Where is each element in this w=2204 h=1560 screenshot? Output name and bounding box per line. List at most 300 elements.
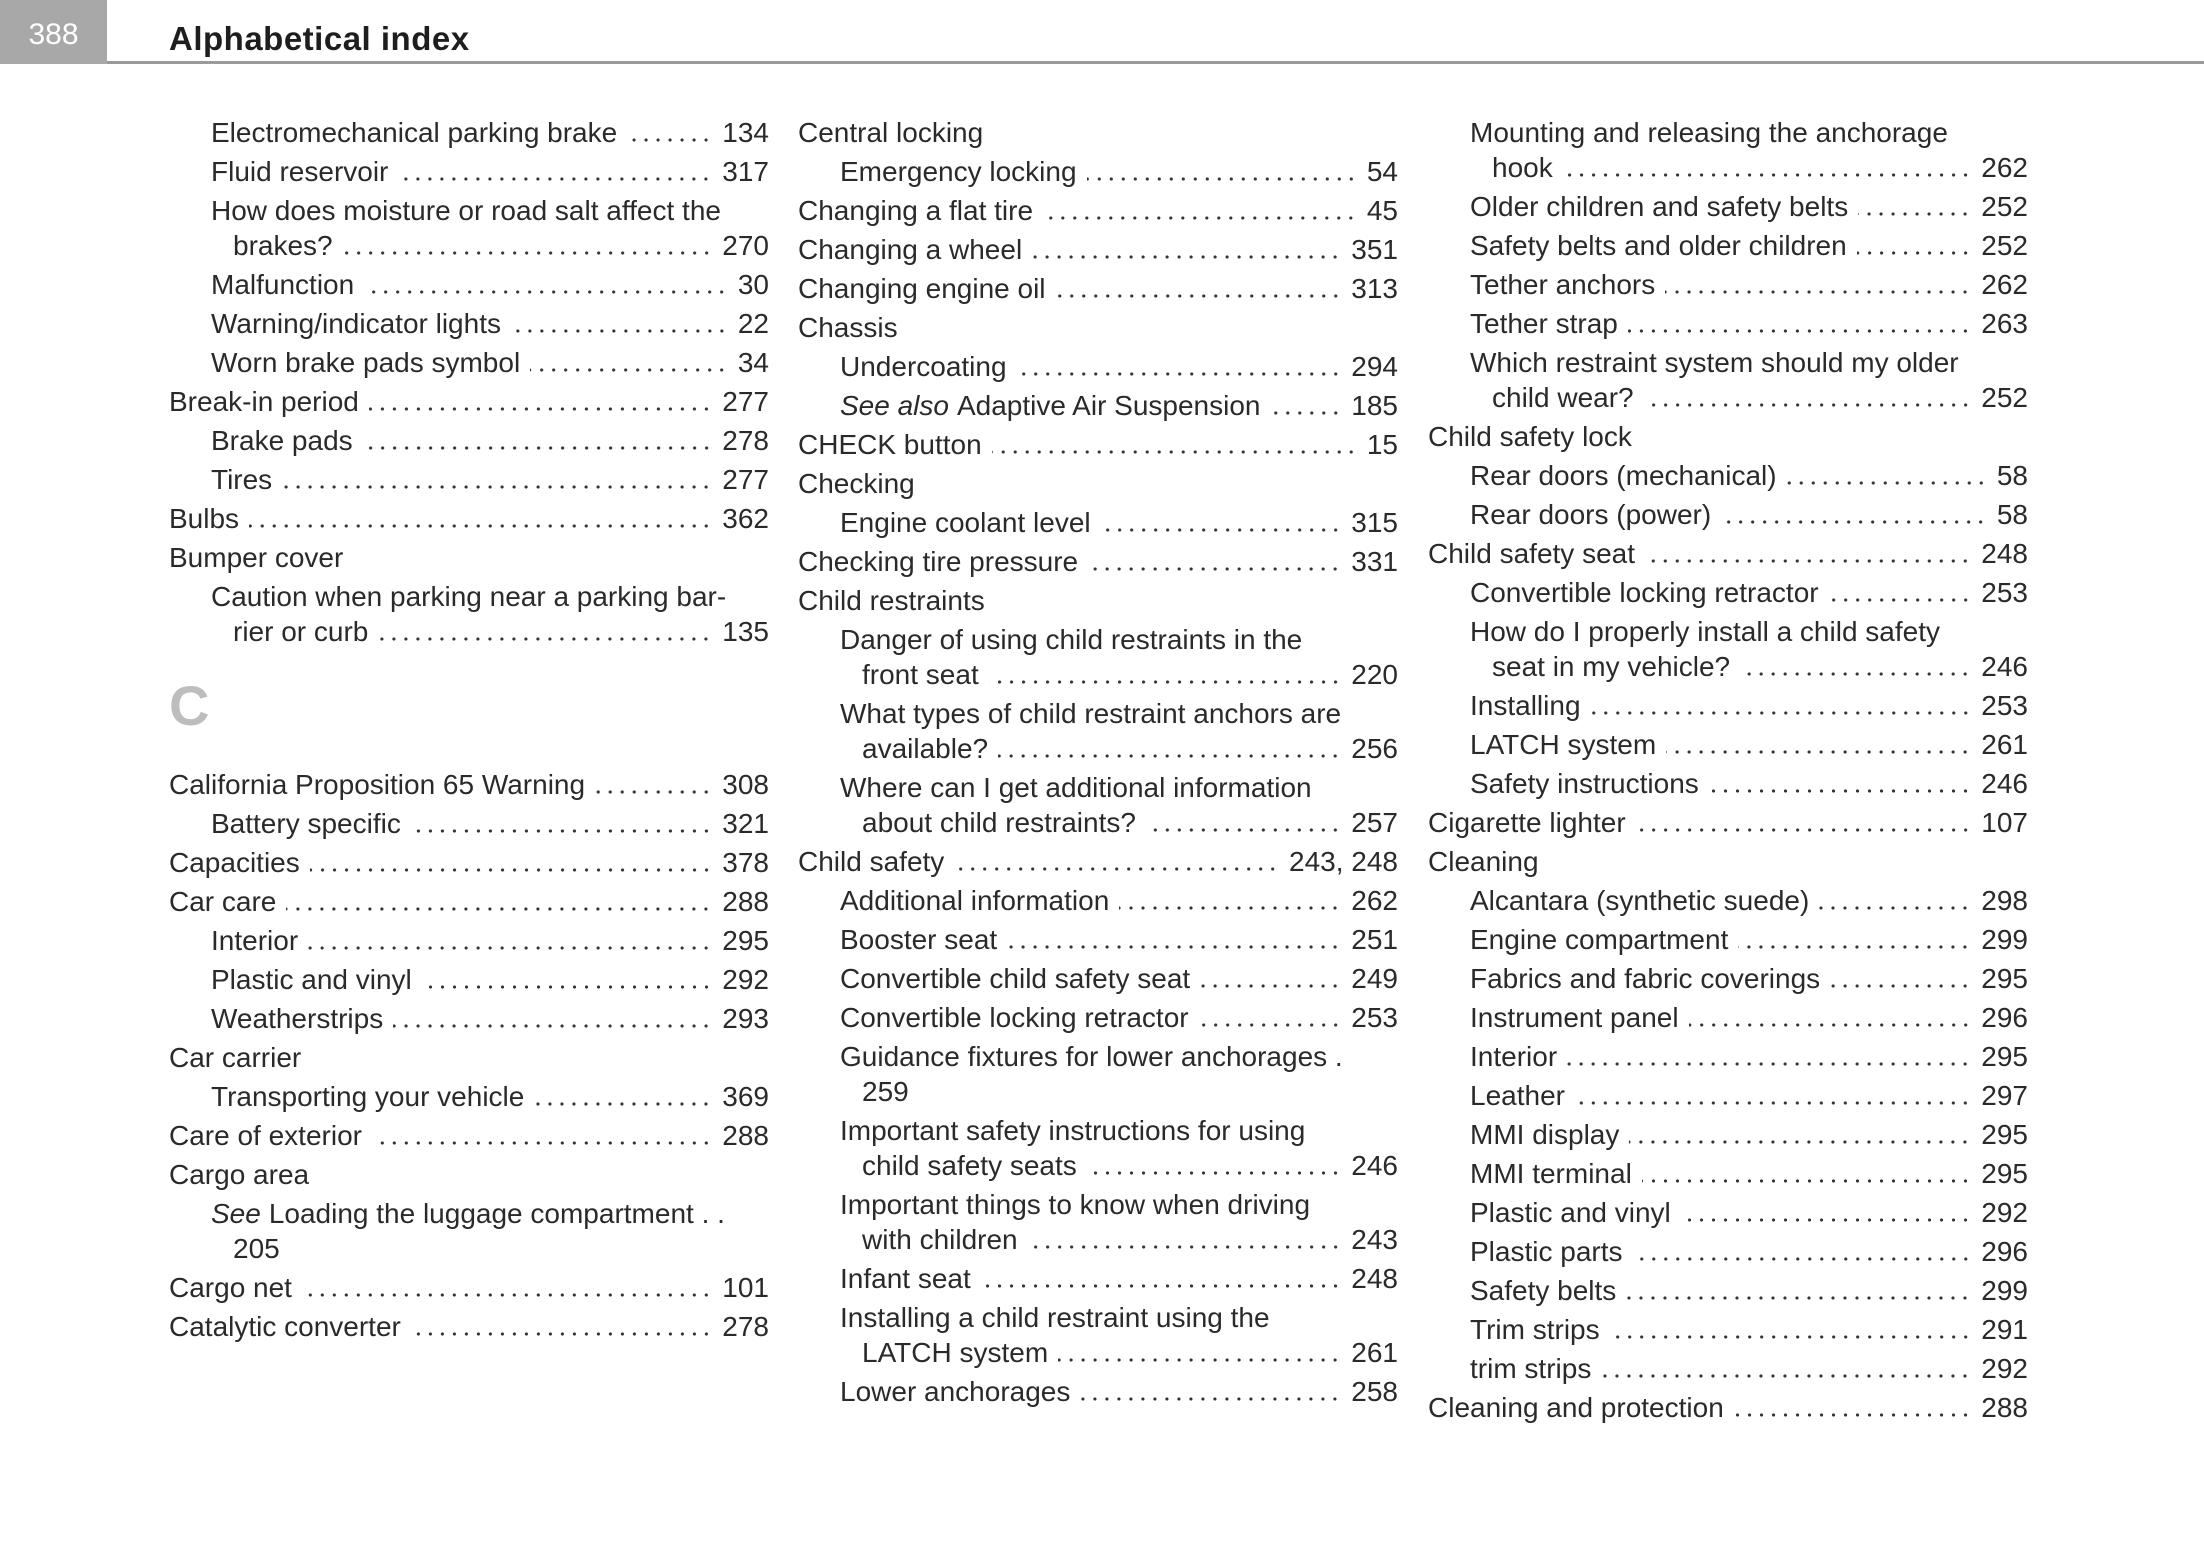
dot-leader [1819, 905, 1971, 911]
entry-text: Danger of using child restraints in the [840, 624, 1303, 655]
entry-line [1428, 575, 2028, 610]
entry-line [169, 1270, 769, 1305]
page-link[interactable]: 296 [1981, 1002, 2028, 1033]
index-entry [169, 423, 769, 458]
dot-leader [302, 1292, 712, 1298]
entry-line [798, 154, 1398, 189]
dot-leader [1636, 827, 1972, 833]
entry-line [798, 1039, 1398, 1074]
index-entry [798, 1187, 1398, 1257]
entry-continuation [169, 1231, 769, 1266]
entry-line [798, 922, 1398, 957]
entry-text: Warning/indicator lights [211, 308, 501, 339]
page-link[interactable]: 256 [1351, 733, 1398, 764]
page-link[interactable]: 263 [1981, 308, 2028, 339]
index-entry [169, 1309, 769, 1344]
entry-text: Cargo net [169, 1272, 292, 1303]
entry-text: Instrument panel [1470, 1002, 1679, 1033]
entry-text: Rear doors (power) [1470, 499, 1712, 530]
page-link[interactable]: 299 [1981, 1275, 2028, 1306]
entry-line [1428, 306, 2028, 341]
page-link[interactable]: 251 [1351, 924, 1398, 955]
entry-line [1428, 458, 2028, 493]
page-link[interactable]: 278 [722, 1311, 769, 1342]
entry-continuation [1428, 649, 2028, 684]
page-link[interactable]: 253 [1981, 577, 2028, 608]
page-link[interactable]: 243, 248 [1289, 846, 1398, 877]
dot-leader [1858, 211, 1971, 217]
entry-continuation [798, 1335, 1398, 1370]
page-link[interactable]: 22 [737, 308, 769, 339]
index-entry [798, 622, 1398, 692]
entry-text: Transporting your vehicle [211, 1081, 525, 1112]
index-entry [169, 884, 769, 919]
dot-leader [1628, 328, 1971, 334]
page-link[interactable]: 294 [1351, 351, 1398, 382]
page-number: 388 [0, 0, 107, 64]
entry-text: Bumper cover [169, 542, 344, 573]
entry-text: Cargo area [169, 1159, 310, 1190]
dot-leader [981, 1283, 1342, 1289]
entry-text: Lower anchorages [840, 1376, 1071, 1407]
entry-line [1428, 1117, 2028, 1152]
entry-text: Catalytic converter [169, 1311, 401, 1342]
entry-text: Changing a flat tire [798, 195, 1034, 226]
entry-text: Central locking [798, 117, 984, 148]
entry-line [798, 770, 1398, 805]
index-entry [169, 962, 769, 997]
page-link[interactable]: 246 [1351, 1150, 1398, 1181]
index-entry [1428, 766, 2028, 801]
dot-leader [1056, 293, 1342, 299]
page-link[interactable]: 288 [722, 886, 769, 917]
entry-continuation-text: child safety seats [862, 1150, 1077, 1181]
index-entry [1428, 189, 2028, 224]
page-link[interactable]: 58 [1996, 460, 2028, 491]
index-entry [1428, 883, 2028, 918]
entry-line [798, 696, 1398, 731]
index-entry [1428, 306, 2028, 341]
page-link[interactable]: 205 [233, 1233, 280, 1264]
entry-line [798, 844, 1398, 879]
entry-continuation [1428, 150, 2028, 185]
entry-text: How do I properly install a child safety [1470, 616, 1940, 647]
dot-leader [1028, 1244, 1342, 1250]
page-link[interactable]: 261 [1351, 1337, 1398, 1368]
entry-line [1428, 614, 2028, 649]
dot-leader [1645, 558, 1971, 564]
page-link[interactable]: 45 [1366, 195, 1398, 226]
page-link[interactable]: 295 [722, 925, 769, 956]
entry-continuation-text: brakes? [233, 230, 333, 261]
page-link[interactable]: 295 [1981, 1119, 2028, 1150]
index-entry [798, 1261, 1398, 1296]
dot-leader [954, 866, 1279, 872]
continuation-wrap [211, 614, 769, 649]
entry-text: Loading the luggage compartment . . [268, 1198, 725, 1229]
entry-text: Booster seat [840, 924, 998, 955]
page-link[interactable]: 134 [722, 117, 769, 148]
entry-text: Leather [1470, 1080, 1565, 1111]
entry-line [798, 388, 1398, 423]
page-link[interactable]: 262 [1351, 885, 1398, 916]
dot-leader [249, 523, 712, 529]
entry-line [1428, 267, 2028, 302]
dot-leader [1563, 172, 1972, 178]
page-link[interactable]: 259 [862, 1076, 909, 1107]
page-link[interactable]: 107 [1981, 807, 2028, 838]
page-link[interactable]: 295 [1981, 1041, 2028, 1072]
page-link[interactable]: 299 [1981, 924, 2028, 955]
dot-leader [343, 250, 713, 256]
dot-leader [411, 1331, 712, 1337]
dot-leader [1007, 944, 1341, 950]
page-link[interactable]: 308 [722, 769, 769, 800]
entry-line [169, 1001, 769, 1036]
entry-line [1428, 1000, 2028, 1035]
dot-leader [308, 945, 712, 951]
index-entry [1428, 805, 2028, 840]
page-link[interactable]: 249 [1351, 963, 1398, 994]
page-link[interactable]: 297 [1981, 1080, 2028, 1111]
page-link[interactable]: 277 [722, 464, 769, 495]
entry-text: Engine compartment [1470, 924, 1729, 955]
entry-text: MMI terminal [1470, 1158, 1632, 1189]
entry-text: Undercoating [840, 351, 1007, 382]
dot-leader [1681, 1217, 1972, 1223]
index-entry [798, 1039, 1398, 1109]
index-entry [169, 193, 769, 263]
page-link[interactable]: 54 [1366, 156, 1398, 187]
entry-line [169, 806, 769, 841]
index-entry [169, 1196, 769, 1266]
index-entry [1428, 1039, 2028, 1074]
page-link[interactable]: 252 [1981, 382, 2028, 413]
page-link[interactable]: 185 [1351, 390, 1398, 421]
dot-leader [1200, 983, 1341, 989]
index-entry [1428, 1390, 2028, 1425]
entry-text: Battery specific [211, 808, 401, 839]
entry-line [1428, 497, 2028, 532]
entry-text: Trim strips [1470, 1314, 1600, 1345]
index-column-2 [798, 115, 1398, 1413]
entry-line [1428, 1039, 2028, 1074]
dot-leader [1734, 1412, 1972, 1418]
entry-line [169, 115, 769, 150]
index-entry [1428, 1000, 2028, 1035]
dot-leader [1080, 1396, 1341, 1402]
dot-leader [1738, 944, 1971, 950]
page-link[interactable]: 313 [1351, 273, 1398, 304]
page-link[interactable]: 292 [1981, 1353, 2028, 1384]
entry-line [1428, 115, 2028, 150]
dot-leader [364, 289, 728, 295]
index-entry [169, 384, 769, 419]
entry-line [1428, 1351, 2028, 1386]
entry-text: Adaptive Air Suspension [956, 390, 1261, 421]
dot-leader [1199, 1022, 1342, 1028]
entry-text: Tether anchors [1470, 269, 1656, 300]
index-entry [1428, 1078, 2028, 1113]
entry-line [169, 1157, 769, 1192]
entry-line [798, 310, 1398, 345]
entry-text: Installing a child restraint using the [840, 1302, 1270, 1333]
entry-line [1428, 345, 2028, 380]
entry-line [798, 1000, 1398, 1035]
page-link[interactable]: 243 [1351, 1224, 1398, 1255]
entry-text: Important safety instructions for using [840, 1115, 1306, 1146]
dot-leader [530, 367, 728, 373]
page-link[interactable]: 292 [1981, 1197, 2028, 1228]
page-link[interactable]: 293 [722, 1003, 769, 1034]
page-link[interactable]: 253 [1981, 690, 2028, 721]
page-link[interactable]: 252 [1981, 191, 2028, 222]
dot-leader [1088, 566, 1341, 572]
page-link[interactable]: 34 [737, 347, 769, 378]
index-entry [798, 115, 1398, 150]
index-entry [1428, 922, 2028, 957]
dot-leader [998, 753, 1341, 759]
page-link[interactable]: 262 [1981, 269, 2028, 300]
entry-continuation [798, 1148, 1398, 1183]
entry-line [169, 1079, 769, 1114]
index-entry [169, 462, 769, 497]
entry-line [169, 1196, 769, 1231]
page-link[interactable]: 291 [1981, 1314, 2028, 1345]
entry-line [798, 1187, 1398, 1222]
entry-text: MMI display [1470, 1119, 1620, 1150]
page-link[interactable]: 331 [1351, 546, 1398, 577]
entry-text: Infant seat [840, 1263, 971, 1294]
page-link[interactable]: 351 [1351, 234, 1398, 265]
entry-line [798, 1261, 1398, 1296]
entry-line [798, 1300, 1398, 1335]
entry-text: LATCH system [1470, 729, 1657, 760]
entry-line [169, 962, 769, 997]
section-letter: C [169, 674, 210, 737]
entry-line [798, 349, 1398, 384]
entry-text: Fluid reservoir [211, 156, 389, 187]
index-entry [798, 232, 1398, 267]
entry-text: What types of child restraint anchors are [840, 698, 1342, 729]
entry-line [798, 505, 1398, 540]
page-link[interactable]: 262 [1981, 152, 2028, 183]
index-entry [798, 961, 1398, 996]
dot-leader [1087, 1170, 1342, 1176]
page-link[interactable]: 257 [1351, 807, 1398, 838]
entry-line [798, 583, 1398, 618]
dot-leader [1101, 527, 1342, 533]
page-link[interactable]: 220 [1351, 659, 1398, 690]
dot-leader [1740, 671, 1971, 677]
entry-text: How does moisture or road salt affect the [211, 195, 721, 226]
index-entry [1428, 228, 2028, 263]
index-entry [169, 845, 769, 880]
page-link[interactable]: 298 [1981, 885, 2028, 916]
page-link[interactable]: 258 [1351, 1376, 1398, 1407]
page-link[interactable]: 295 [1981, 1158, 2028, 1189]
page-link[interactable]: 278 [722, 425, 769, 456]
entry-line [1428, 922, 2028, 957]
continuation-wrap [840, 1222, 1398, 1257]
page-link[interactable]: 288 [722, 1120, 769, 1151]
page-link[interactable]: 261 [1981, 729, 2028, 760]
page-link[interactable]: 270 [722, 230, 769, 261]
dot-leader [1146, 827, 1341, 833]
entry-continuation-text: front seat [862, 659, 979, 690]
index-entry [798, 193, 1398, 228]
dot-leader [1689, 1022, 1972, 1028]
continuation-wrap [211, 1231, 769, 1266]
page-link[interactable]: 317 [722, 156, 769, 187]
entry-line [169, 767, 769, 802]
page-link[interactable]: 315 [1351, 507, 1398, 538]
page-link[interactable]: 248 [1351, 1263, 1398, 1294]
page-link[interactable]: 277 [722, 386, 769, 417]
page-link[interactable]: 58 [1996, 499, 2028, 530]
index-entry [169, 267, 769, 302]
entry-text: Brake pads [211, 425, 353, 456]
entry-line [1428, 1390, 2028, 1425]
entry-continuation [798, 1074, 1398, 1109]
page-link[interactable]: 288 [1981, 1392, 2028, 1423]
index-entry [798, 922, 1398, 957]
index-entry [798, 427, 1398, 462]
entry-continuation [798, 731, 1398, 766]
entry-line [798, 115, 1398, 150]
index-entry [798, 271, 1398, 306]
page-link[interactable]: 369 [722, 1081, 769, 1112]
page-link[interactable]: 378 [722, 847, 769, 878]
entry-text: Safety instructions [1470, 768, 1699, 799]
dot-leader [1644, 402, 1972, 408]
entry-line [1428, 688, 2028, 723]
entry-text: Older children and safety belts [1470, 191, 1849, 222]
dot-leader [627, 137, 712, 143]
page-link[interactable]: 246 [1981, 768, 2028, 799]
page-link[interactable]: 321 [722, 808, 769, 839]
entry-line [169, 267, 769, 302]
page-link[interactable]: 362 [722, 503, 769, 534]
entry-line [1428, 419, 2028, 454]
page-link[interactable]: 246 [1981, 651, 2028, 682]
entry-line [169, 540, 769, 575]
entry-line [169, 345, 769, 380]
entry-line [1428, 1156, 2028, 1191]
index-entry [169, 1270, 769, 1305]
entry-line [169, 579, 769, 614]
page-link[interactable]: 252 [1981, 230, 2028, 261]
entry-continuation [1428, 380, 2028, 415]
page-link[interactable]: 248 [1981, 538, 2028, 569]
index-entry [169, 115, 769, 150]
entry-line [1428, 961, 2028, 996]
index-entry [798, 844, 1398, 879]
index-entry [169, 923, 769, 958]
entry-line [1428, 1234, 2028, 1269]
dot-leader [411, 828, 712, 834]
index-column-3 [1428, 115, 2028, 1429]
entry-line [169, 384, 769, 419]
entry-text: Additional information [840, 885, 1110, 916]
dot-leader [1087, 176, 1357, 182]
entry-continuation-text: about child restraints? [862, 807, 1136, 838]
entry-continuation-text: LATCH system [862, 1337, 1049, 1368]
entry-text: CHECK button [798, 429, 982, 460]
dot-leader [1591, 710, 1972, 716]
index-entry [1428, 688, 2028, 723]
page-link[interactable]: 135 [722, 616, 769, 647]
see-reference: See also [840, 390, 949, 421]
entry-text: Plastic and vinyl [211, 964, 412, 995]
dot-leader [992, 449, 1357, 455]
entry-line [1428, 766, 2028, 801]
entry-text: Interior [211, 925, 299, 956]
index-entry [1428, 844, 2028, 879]
entry-line [798, 427, 1398, 462]
index-entry [1428, 419, 2028, 454]
entry-continuation-text: available? [862, 733, 989, 764]
dot-leader [1017, 371, 1342, 377]
entry-text: Guidance fixtures for lower anchorages . [840, 1041, 1343, 1072]
dot-leader [363, 445, 713, 451]
page-link[interactable]: 101 [722, 1272, 769, 1303]
index-entry [798, 544, 1398, 579]
entry-text: Engine coolant level [840, 507, 1091, 538]
entry-text: Care of exterior [169, 1120, 362, 1151]
entry-continuation [798, 657, 1398, 692]
page-link[interactable]: 15 [1366, 429, 1398, 460]
continuation-wrap [840, 1148, 1398, 1183]
page-link[interactable]: 253 [1351, 1002, 1398, 1033]
entry-text: California Proposition 65 Warning [169, 769, 586, 800]
index-entry [1428, 1351, 2028, 1386]
entry-line [798, 1374, 1398, 1409]
index-entry [1428, 727, 2028, 762]
index-entry [1428, 115, 2028, 185]
index-column-1 [169, 115, 769, 1348]
entry-text: Convertible locking retractor [840, 1002, 1189, 1033]
entry-line [169, 923, 769, 958]
index-entry [1428, 1156, 2028, 1191]
entry-text: Rear doors (mechanical) [1470, 460, 1777, 491]
index-entry [798, 310, 1398, 345]
page-link[interactable]: 295 [1981, 963, 2028, 994]
index-entry [169, 806, 769, 841]
entry-continuation-text: seat in my vehicle? [1492, 651, 1731, 682]
header-rule [107, 61, 2204, 64]
entry-line [169, 154, 769, 189]
index-entry [1428, 1273, 2028, 1308]
entry-text: Electromechanical parking brake [211, 117, 618, 148]
entry-line [1428, 1195, 2028, 1230]
index-entry [169, 1040, 769, 1075]
index-entry [798, 770, 1398, 840]
dot-leader [1787, 480, 1987, 486]
index-entry [1428, 536, 2028, 571]
index-entry [169, 501, 769, 536]
page-link[interactable]: 292 [722, 964, 769, 995]
entry-line [798, 883, 1398, 918]
entry-line [798, 1113, 1398, 1148]
page-title: Alphabetical index [169, 20, 470, 57]
see-reference: See [211, 1198, 261, 1229]
continuation-wrap [211, 228, 769, 263]
page-link[interactable]: 296 [1981, 1236, 2028, 1267]
index-entry [798, 1113, 1398, 1183]
page-link[interactable]: 30 [737, 269, 769, 300]
index-entry [169, 1079, 769, 1114]
